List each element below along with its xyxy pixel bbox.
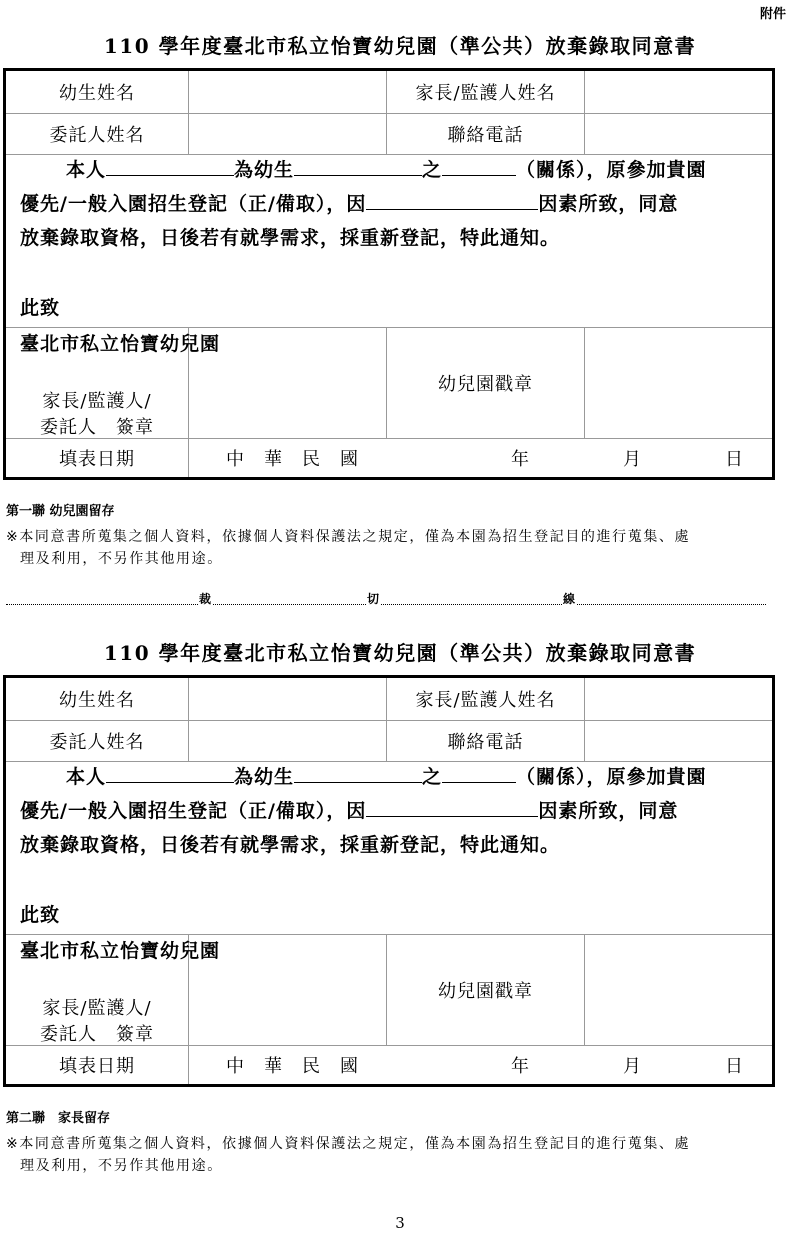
statement-text: 本人 xyxy=(66,159,107,181)
phone-field[interactable] xyxy=(585,114,772,154)
notice-line: 理及利用，不另作其他用途。 xyxy=(20,1158,223,1174)
signature-label-line: 委託人 簽章 xyxy=(40,417,154,438)
stamp-label: 幼兒園戳章 xyxy=(438,981,533,1002)
cut-line xyxy=(6,590,766,610)
date-month: 月 xyxy=(623,1056,642,1077)
child-name-label: 幼生姓名 xyxy=(59,690,135,711)
date-year: 年 xyxy=(511,1056,530,1077)
signature-label xyxy=(6,389,188,441)
form-title: 110 學年度臺北市私立怡寶幼兒園（準公共）放棄錄取同意書 xyxy=(103,34,697,58)
stamp-field[interactable] xyxy=(585,935,772,1045)
child-name-label: 幼生姓名 xyxy=(59,83,135,104)
guardian-name-field[interactable] xyxy=(585,71,772,113)
child-name-field[interactable] xyxy=(189,71,386,113)
closing: 此致 xyxy=(20,904,61,926)
date-day: 日 xyxy=(725,449,744,470)
statement-text: 因素所致，同意 xyxy=(538,193,679,215)
statement xyxy=(20,153,770,255)
reason-blank[interactable] xyxy=(366,187,538,210)
statement-text: 優先/一般入園招生登記（正/備取），因 xyxy=(20,193,367,215)
statement-text: （關係），原參加貴園 xyxy=(516,766,707,788)
date-era: 中 華 民 國 xyxy=(226,1056,359,1077)
statement-text: 為幼生 xyxy=(234,159,295,181)
guardian-name-label: 家長/監護人姓名 xyxy=(415,83,556,104)
guardian-name-label: 家長/監護人姓名 xyxy=(415,690,556,711)
relationship-blank[interactable] xyxy=(442,760,516,783)
form-table xyxy=(3,675,775,1087)
signature-label-line: 家長/監護人/ xyxy=(42,998,152,1019)
privacy-notice xyxy=(6,1133,786,1177)
cut-line-char: 切 xyxy=(367,592,380,606)
child-blank[interactable] xyxy=(294,760,422,783)
delegate-name-field[interactable] xyxy=(189,114,386,154)
statement-text: 放棄錄取資格，日後若有就學需求，採重新登記，特此通知。 xyxy=(20,227,561,249)
form-title: 110 學年度臺北市私立怡寶幼兒園（準公共）放棄錄取同意書 xyxy=(103,641,697,665)
child-blank[interactable] xyxy=(294,153,422,176)
date-label: 填表日期 xyxy=(59,1056,135,1077)
statement-text: 本人 xyxy=(66,766,107,788)
recipient: 臺北市私立怡寶幼兒園 xyxy=(20,940,221,962)
stamp-label: 幼兒園戳章 xyxy=(438,374,533,395)
stamp-field[interactable] xyxy=(585,328,772,438)
copy-label: 第一聯 幼兒園留存 xyxy=(6,504,115,519)
declarant-blank[interactable] xyxy=(106,153,234,176)
statement-text: （關係），原參加貴園 xyxy=(516,159,707,181)
signature-label xyxy=(6,996,188,1048)
signature-field[interactable] xyxy=(189,328,386,438)
declarant-blank[interactable] xyxy=(106,760,234,783)
phone-label: 聯絡電話 xyxy=(447,732,524,753)
date-month: 月 xyxy=(623,449,642,470)
cut-line-char: 線 xyxy=(563,592,576,606)
signature-field[interactable] xyxy=(189,935,386,1045)
statement-text: 之 xyxy=(422,766,443,788)
phone-label: 聯絡電話 xyxy=(447,125,524,146)
notice-line: 理及利用，不另作其他用途。 xyxy=(20,551,223,567)
statement-text: 因素所致，同意 xyxy=(538,800,679,822)
form-table xyxy=(3,68,775,480)
phone-field[interactable] xyxy=(585,721,772,761)
signature-label-line: 委託人 簽章 xyxy=(40,1024,154,1045)
notice-line: ※本同意書所蒐集之個人資料，依據個人資料保護法之規定，僅為本園為招生登記目的進行蒐集、處 xyxy=(6,1136,691,1152)
delegate-name-field[interactable] xyxy=(189,721,386,761)
delegate-name-label: 委託人姓名 xyxy=(49,732,145,753)
date-year: 年 xyxy=(511,449,530,470)
guardian-name-field[interactable] xyxy=(585,678,772,720)
copy-label: 第二聯 家長留存 xyxy=(6,1111,111,1126)
date-era: 中 華 民 國 xyxy=(226,449,359,470)
cut-line-char: 裁 xyxy=(199,592,212,606)
relationship-blank[interactable] xyxy=(442,153,516,176)
child-name-field[interactable] xyxy=(189,678,386,720)
delegate-name-label: 委託人姓名 xyxy=(49,125,145,146)
attachment-label: 附件 xyxy=(759,7,786,22)
date-day: 日 xyxy=(725,1056,744,1077)
statement-text: 放棄錄取資格，日後若有就學需求，採重新登記，特此通知。 xyxy=(20,834,561,856)
statement xyxy=(20,760,770,862)
recipient: 臺北市私立怡寶幼兒園 xyxy=(20,333,221,355)
date-label: 填表日期 xyxy=(59,449,135,470)
reason-blank[interactable] xyxy=(366,794,538,817)
page-number: 3 xyxy=(395,1214,405,1232)
statement-text: 之 xyxy=(422,159,443,181)
notice-line: ※本同意書所蒐集之個人資料，依據個人資料保護法之規定，僅為本園為招生登記目的進行蒐集、處 xyxy=(6,529,691,545)
statement-text: 優先/一般入園招生登記（正/備取），因 xyxy=(20,800,367,822)
statement-text: 為幼生 xyxy=(234,766,295,788)
signature-label-line: 家長/監護人/ xyxy=(42,391,152,412)
closing: 此致 xyxy=(20,297,61,319)
privacy-notice xyxy=(6,526,786,570)
